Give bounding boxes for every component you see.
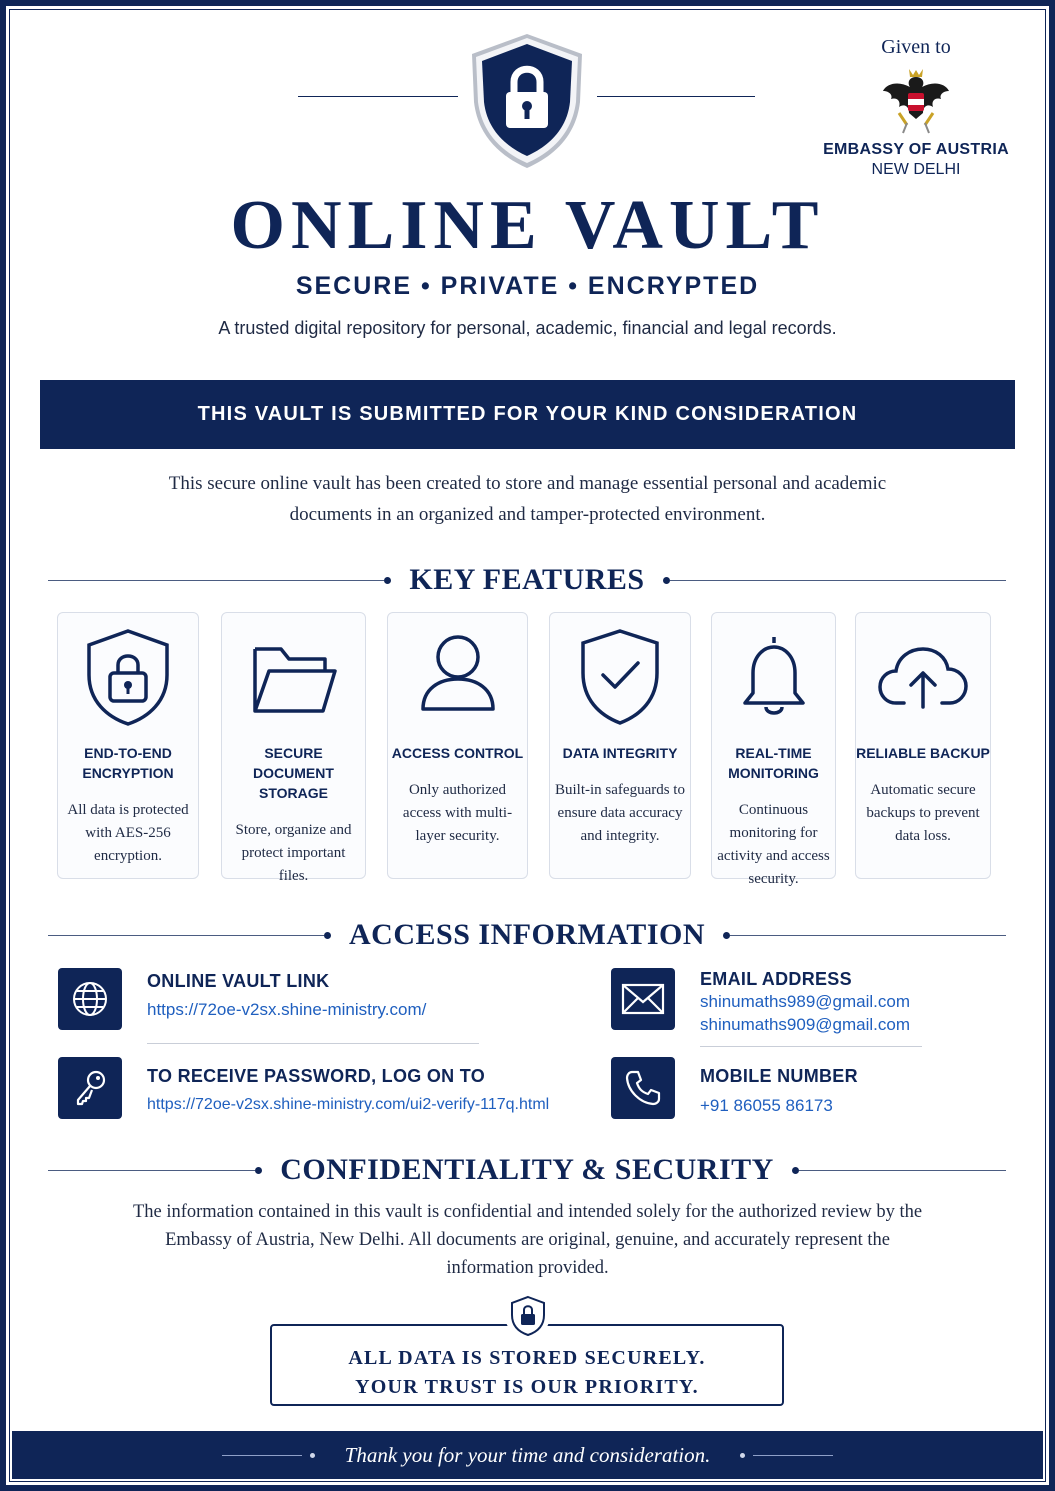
mobile-label: MOBILE NUMBER — [700, 1066, 858, 1086]
feature-card-backup — [855, 612, 991, 879]
email-link-1[interactable]: shinumaths989@gmail.com — [700, 992, 911, 1011]
cloud-upload-icon — [878, 627, 968, 727]
feature-title: DATA INTEGRITY — [562, 745, 678, 761]
vault-link[interactable]: https://72oe-v2sx.shine-ministry.com/ — [147, 1000, 427, 1019]
envelope-icon-tile — [611, 968, 675, 1030]
separator — [700, 1046, 922, 1047]
key-icon-tile — [58, 1057, 122, 1119]
heading-dot — [255, 1167, 262, 1174]
confidentiality-heading — [48, 1150, 1006, 1190]
vault-shield-logo — [470, 32, 585, 170]
password-label: TO RECEIVE PASSWORD, LOG ON TO — [147, 1066, 486, 1086]
recipient-block — [820, 36, 1012, 179]
heading-dot — [663, 577, 670, 584]
shield-lock-icon — [470, 32, 585, 170]
email-label: EMAIL ADDRESS — [700, 969, 852, 989]
footer-text: Thank you for your time and consideration. — [344, 1442, 711, 1467]
heading-dot — [723, 932, 730, 939]
footer-bar — [12, 1431, 1043, 1479]
heading-rule — [730, 935, 1006, 936]
header-rule-left — [298, 96, 458, 97]
user-icon — [413, 627, 503, 727]
heading-rule — [48, 935, 324, 936]
shield-check-icon — [575, 627, 665, 727]
access-information-heading — [48, 915, 1006, 955]
banner-text: THIS VAULT IS SUBMITTED FOR YOUR KIND CONSIDERATION — [197, 403, 858, 425]
heading-dot — [792, 1167, 799, 1174]
envelope-icon — [621, 982, 665, 1016]
feature-body: All data is protected with AES-256 encryption. — [67, 802, 189, 864]
footer-rule — [222, 1455, 302, 1456]
feature-card-access-control — [387, 612, 528, 879]
tagline: SECURE • PRIVATE • ENCRYPTED — [295, 272, 760, 300]
feature-title: SECURE DOCUMENT STORAGE — [253, 745, 334, 801]
folder-icon — [249, 627, 339, 727]
footer-dot — [740, 1453, 745, 1458]
feature-card-storage — [221, 612, 366, 884]
intro-text: A trusted digital repository for personal, academic, financial and legal records. — [218, 318, 837, 338]
heading-dot — [324, 932, 331, 939]
confidentiality-text: The information contained in this vault is confidential and intended solely for the authorized review by the Embassy of Austria, New Delhi. All documents are original, genuine, and accurately represent the information provided. — [132, 1202, 923, 1278]
page-title: ONLINE VAULT — [230, 187, 825, 264]
feature-body: Store, organize and protect important files. — [235, 822, 352, 884]
embassy-name: EMBASSY OF AUSTRIA — [823, 141, 1009, 158]
feature-body: Continuous monitoring for activity and access security. — [717, 802, 830, 887]
key-features-heading — [48, 560, 1006, 600]
assurance-line-1: ALL DATA IS STORED SECURELY. — [348, 1347, 706, 1369]
bell-icon — [729, 627, 819, 727]
phone-icon — [623, 1068, 663, 1108]
given-to-label: Given to — [881, 36, 951, 58]
description-text: This secure online vault has been created to store and manage essential personal and academic documents in an organized and tamper-protected environment. — [168, 473, 887, 525]
feature-title: REAL-TIME MONITORING — [728, 745, 819, 781]
feature-title: RELIABLE BACKUP — [856, 745, 990, 761]
header-rule-right — [597, 96, 755, 97]
vault-link-label: ONLINE VAULT LINK — [147, 971, 330, 991]
heading-rule — [48, 1170, 255, 1171]
feature-body: Built-in safeguards to ensure data accuracy and integrity. — [555, 782, 685, 844]
shield-lock-icon — [509, 1295, 547, 1337]
phone-icon-tile — [611, 1057, 675, 1119]
shield-lock-icon — [83, 627, 173, 727]
feature-card-data-integrity — [549, 612, 691, 879]
email-link-2[interactable]: shinumaths909@gmail.com — [700, 1015, 911, 1034]
small-shield-lock-badge — [505, 1293, 550, 1338]
heading-rule — [670, 580, 1006, 581]
footer-rule — [753, 1455, 833, 1456]
key-icon — [70, 1068, 110, 1108]
heading-rule — [799, 1170, 1006, 1171]
footer-dot — [310, 1453, 315, 1458]
separator — [147, 1043, 479, 1044]
password-link[interactable]: https://72oe-v2sx.shine-ministry.com/ui2-verify-117q.html — [147, 1096, 550, 1113]
austrian-eagle-emblem-icon — [879, 63, 953, 137]
access-information-title: ACCESS INFORMATION — [349, 918, 705, 951]
key-features-title: KEY FEATURES — [409, 563, 645, 596]
feature-body: Only authorized access with multi-layer security. — [402, 782, 513, 844]
consideration-banner — [40, 380, 1015, 449]
feature-title: ACCESS CONTROL — [391, 745, 524, 761]
feature-card-encryption — [57, 612, 199, 879]
confidentiality-title: CONFIDENTIALITY & SECURITY — [280, 1153, 774, 1186]
globe-icon-tile — [58, 968, 122, 1030]
heading-rule — [48, 580, 384, 581]
feature-card-monitoring — [711, 612, 836, 887]
heading-dot — [384, 577, 391, 584]
globe-icon — [70, 979, 110, 1019]
mobile-number[interactable]: +91 86055 86173 — [700, 1096, 833, 1115]
feature-title: END-TO-END ENCRYPTION — [82, 745, 174, 781]
assurance-line-2: YOUR TRUST IS OUR PRIORITY. — [355, 1376, 699, 1398]
feature-body: Automatic secure backups to prevent data loss. — [866, 782, 980, 844]
embassy-city: NEW DELHI — [871, 161, 961, 178]
